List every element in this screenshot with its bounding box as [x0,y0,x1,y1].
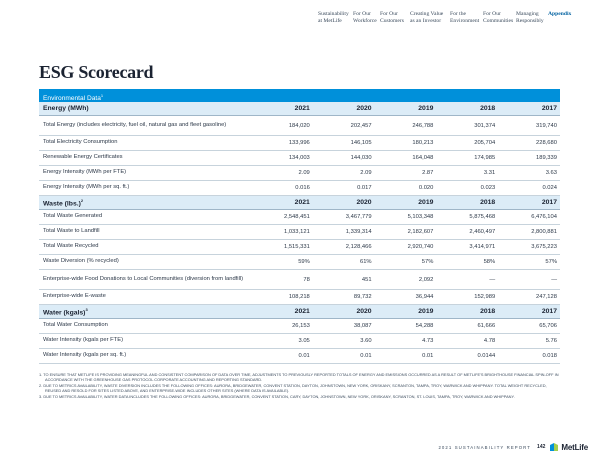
year-header: 2018 [480,308,496,315]
logo-text: MetLife [561,442,588,452]
row-value: 59% [298,259,310,265]
logo-mark-icon [549,442,559,452]
year-header: 2019 [418,105,434,112]
table-row [39,319,560,334]
year-header: 2017 [541,105,557,112]
row-value: 144,030 [350,155,372,161]
row-value: 6,476,104 [531,214,557,220]
nav-label: Environment [450,17,480,24]
row-label: Waste Diversion (% recycled) [43,258,119,265]
row-value: 319,740 [536,122,557,129]
year-header: 2017 [541,199,557,206]
row-value: 57% [421,259,434,265]
section-band [39,89,560,102]
nav-appendix[interactable] [548,11,572,24]
footnote-marker: 2 [80,198,84,204]
band-sup: 1 [100,93,104,98]
year-header: 2017 [541,308,557,315]
row-value: 184,020 [288,122,310,129]
row-value: 3.60 [360,338,372,344]
nav-responsibly[interactable] [516,11,546,24]
row-value: 3.31 [483,170,496,176]
row-value: 36,944 [415,294,434,300]
row-label: Total Waste to Landfill [43,228,100,235]
table-row [39,334,560,349]
year-header: 2021 [294,199,310,206]
year-header: 2020 [356,308,372,315]
row-label: Total Waste Recycled [43,243,99,250]
footnotes [39,372,560,399]
nav-label: For Our [353,11,371,17]
row-value: 0.01 [298,353,310,359]
year-header: 2020 [356,105,372,112]
section-title [39,306,251,317]
row-value: 61,666 [477,323,496,329]
year-header: 2021 [294,105,310,112]
section-title [39,105,251,112]
nav-label: For Our [483,11,501,17]
esg-table [39,89,560,364]
row-value: 5,875,468 [469,214,496,220]
row-label: Enterprise-wide Food Donations to Local Communities (diversion from landfill) [43,275,244,282]
nav-label: at MetLife [318,17,342,24]
table-row [39,136,560,151]
table-row [39,210,560,225]
nav-label: Customers [380,17,404,24]
row-value: 26,153 [292,323,310,329]
row-value: 174,985 [474,155,496,161]
footnote: 3. DUE TO METRICS AVAILABILITY, WATER DATA INCLUDES THE FOLLOWING OFFICES: AURORA, BRIDGEWATER, CONVENT STATION, CARY, DAYTON, JOHNSTOWN, NEW YORK, ORISKANY, SCRANTON, ST. LOUIS, TAMPA, TROY, WARWICK AND WHIPPANY. [39,393,515,399]
row-value: 54,288 [415,323,434,329]
row-value: 89,732 [353,294,372,300]
row-value: 202,457 [350,122,372,129]
nav-label: Communities [483,17,514,24]
nav-workforce[interactable] [353,11,378,24]
row-value: 2.09 [360,170,372,176]
row-label: Total Electricity Consumption [43,139,118,146]
row-value: 205,704 [474,140,496,146]
nav-label: Responsibly [516,17,544,24]
row-value: 1,033,121 [284,229,310,235]
row-label: Water Intensity (kgals per sq. ft.) [43,352,127,359]
row-value: 78 [303,276,310,283]
row-value: 0.016 [295,185,310,191]
nav-customers[interactable] [380,11,410,24]
row-value: 5.76 [545,338,557,344]
table-row [39,225,560,240]
row-value: 0.01 [360,353,372,359]
table-row [39,151,560,166]
table-row [39,240,560,255]
row-value: 3.63 [545,170,557,176]
row-value: 246,788 [412,122,434,129]
section-title-text: Waste (lbs.) [43,200,81,208]
section-title-text: Water (kgals) [43,309,86,317]
row-value: 0.020 [418,185,434,191]
row-value: 164,048 [412,155,434,161]
row-value: 152,989 [474,294,496,300]
section-title-text: Energy (MWh) [43,104,89,112]
table-row [39,290,560,305]
section-title [39,197,251,208]
row-value: 3,414,971 [469,244,496,250]
table-row [39,255,560,270]
row-value: 0.018 [542,353,557,359]
row-value: 3,675,223 [531,244,557,250]
year-header: 2019 [418,199,434,206]
row-value: 0.024 [542,185,557,191]
nav-sustainability[interactable] [318,11,351,24]
row-value: 2,800,881 [531,229,557,235]
row-value: 2,092 [418,276,434,283]
section-header [39,102,560,116]
row-value: 247,128 [536,294,557,300]
year-header: 2020 [356,199,372,206]
nav-communities[interactable] [483,11,516,24]
page-number: 142 [537,444,546,450]
row-label: Water Intensity (kgals per FTE) [43,337,123,344]
band-label: Environmental Data [43,95,101,103]
row-label: Total Waste Generated [43,213,103,220]
row-value: 4.78 [483,338,496,344]
section-header [39,196,560,210]
row-label: Enterprise-wide E-waste [43,293,106,300]
row-value: 1,515,331 [284,244,310,250]
table-row [39,349,560,364]
row-value: 301,374 [474,122,496,129]
table-row [39,116,560,136]
row-value: 108,218 [288,294,310,300]
row-value: 2,460,497 [469,229,496,235]
row-value: 58% [483,259,496,265]
row-label: Total Energy (includes electricity, fuel oil, natural gas and fleet gasoline) [43,121,227,128]
row-value: 189,339 [536,155,557,161]
nav-label: Sustainability [318,11,349,17]
row-value: 2,920,740 [407,244,434,250]
nav-label: as an Investor [410,17,442,24]
row-value: 134,003 [288,155,310,161]
row-value: 61% [359,259,372,265]
row-value: 451 [361,276,372,283]
row-value: — [489,276,496,283]
row-value: 0.0144 [477,353,496,359]
year-header: 2021 [294,308,310,315]
row-value: 1,339,314 [345,229,372,235]
row-value: 2,128,466 [345,244,372,250]
nav-label: Creating Value [410,11,444,17]
row-value: 0.01 [422,353,434,359]
row-value: 0.017 [357,185,372,191]
nav-label: Workforce [353,17,377,24]
table-row [39,181,560,196]
nav-label: Managing [516,11,539,17]
row-value: 0.023 [480,185,496,191]
row-value: 2,182,607 [407,229,434,235]
row-value: 180,213 [412,140,434,146]
row-label: Total Water Consumption [43,322,108,329]
year-header: 2018 [480,105,496,112]
nav-investor[interactable] [410,11,450,24]
row-value: — [551,276,557,283]
row-value: 3.05 [298,338,310,344]
row-value: 146,105 [350,140,372,146]
metlife-logo [549,442,588,452]
row-value: 4.73 [422,338,434,344]
row-value: 38,087 [353,323,372,329]
table-row [39,270,560,290]
row-value: 228,680 [536,140,557,146]
nav-label: Appendix [548,11,572,17]
row-value: 133,996 [288,140,310,146]
row-label: Energy Intensity (MWh per FTE) [43,169,127,176]
top-navigation [318,11,572,24]
year-header: 2018 [480,199,496,206]
row-label: Renewable Energy Certificates [43,154,123,161]
row-value: 5,103,348 [407,214,434,220]
row-value: 2.09 [298,170,310,176]
footnote: 1. TO ENSURE THAT METLIFE IS PROVIDING MEANINGFUL AND CONSISTENT COMPARISON OF DATA OVER TIME, ADJUSTMENTS TO PREVIOUSLY REPORTED TOTALS OF ENERGY AND EMISSIONS OCCURRED AS A RESULT OF METLIFE'S BRIGHTHOUSE FINANCIAL SPIN-OFF IN ACCORDANCE WITH THE GREENHOUSE GAS PROTOCOL CORPORATE ACCOUNTING AND REPORTING STANDARD. [39,372,559,383]
nav-label: For Our [380,11,398,17]
nav-label: For the [450,11,467,17]
row-value: 2,548,451 [284,214,310,220]
nav-environment[interactable] [450,11,483,24]
row-value: 65,706 [539,323,557,329]
page-title: ESG Scorecard [39,62,154,82]
row-value: 57% [545,259,557,265]
footnote-marker: 3 [85,307,88,313]
page-footer [438,442,588,452]
table-row [39,166,560,181]
report-name: 2021 SUSTAINABILITY REPORT [438,444,532,450]
row-label: Energy Intensity (MWh per sq. ft.) [43,184,130,191]
row-value: 2.87 [422,170,434,176]
year-header: 2019 [418,308,434,315]
row-value: 3,467,779 [345,214,372,220]
section-header [39,305,560,319]
footnote: 2. DUE TO METRICS AVAILABILITY, WASTE DIVERSION INCLUDES THE FOLLOWING OFFICES: AURORA, BRIDGEWATER, CONVENT STATION, DAYTON, JOHNSTOWN, NEW YORK, ORISKANY, SCRANTON, TAMPA, TROY, WARWICK AND WHIPPANY. TOTAL WEIGHT RECYCLED, REUSED AND RESOLD FOR SITES LISTED ABOVE, AND ENTERPRISE-WIDE INCLUDES OTHER SITES (WHERE DATA IS AVAILABLE). [39,382,547,394]
